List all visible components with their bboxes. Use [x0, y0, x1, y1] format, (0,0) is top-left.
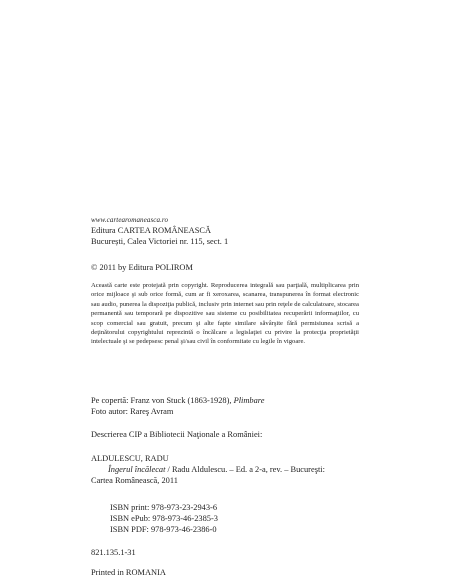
cip-heading: Descrierea CIP a Bibliotecii Naţionale a României: [91, 430, 263, 439]
cip-title-line [91, 464, 373, 475]
isbn-block [91, 502, 373, 536]
publisher-address: București, Calea Victoriei nr. 115, sect. 1 [91, 237, 229, 247]
classification-code: 821.135.1-31 [91, 548, 136, 557]
cover-credit [91, 395, 373, 406]
printed-block [91, 567, 373, 578]
cip-heading-block [91, 429, 373, 440]
printed-in: Printed in ROMANIA [91, 568, 166, 577]
photo-credit: Foto autor: Rareş Avram [91, 407, 174, 417]
cover-credit-prefix: Pe copertă: Franz von Stuck (1863-1928), [91, 396, 234, 405]
isbn-epub: ISBN ePub: 978-973-46-2385-3 [110, 514, 218, 524]
copyright-notice: © 2011 by Editura POLIROM [91, 263, 193, 272]
cip-author: ALDULESCU, RADU [91, 454, 169, 463]
credits-block [91, 395, 373, 417]
publisher-name: Editura CARTEA ROMÂNEASCĂ [91, 226, 212, 235]
classification-block [91, 547, 373, 558]
copyright-block [91, 262, 373, 273]
legal-notice: Această carte este protejată prin copyright. Reproducerea integrală sau parţială, multiplicarea prin orice mijloace şi sub orice formă, cum ar fi xeroxarea, scanarea, transpunerea în format electronic sau audio, punerea la dispoziţia publică, inclusiv prin internet sau prin reţele de calculatoare, stocarea permanentă sau temporară pe dispozitive sau sisteme cu posibilitatea recuperării informaţiilor, cu scop comercial sau gratuit, precum şi alte fapte similare săvârşite fără permisiunea scrisă a deţinătorului copyrightului reprezintă o încălcare a legislaţiei cu privire la protecţia proprietăţii intelectuale şi se pedepsesc penal şi/sau civil în conformitate cu legile în vigoare. [91, 282, 359, 346]
publisher-block [91, 215, 373, 247]
cip-details: / Radu Aldulescu. – Ed. a 2-a, rev. – Bucureşti: [165, 465, 325, 475]
publisher-website: www.cartearomaneasca.ro [91, 216, 169, 224]
cip-title: Îngerul încălecat [108, 465, 166, 475]
isbn-pdf: ISBN PDF: 978-973-46-2386-0 [110, 525, 217, 535]
cip-entry [91, 453, 373, 487]
legal-block [91, 281, 373, 347]
isbn-print: ISBN print: 978-973-23-2943-6 [110, 503, 218, 512]
cover-credit-title: Plimbare [233, 396, 265, 405]
cip-publisher-line: Cartea Românească, 2011 [91, 476, 178, 486]
